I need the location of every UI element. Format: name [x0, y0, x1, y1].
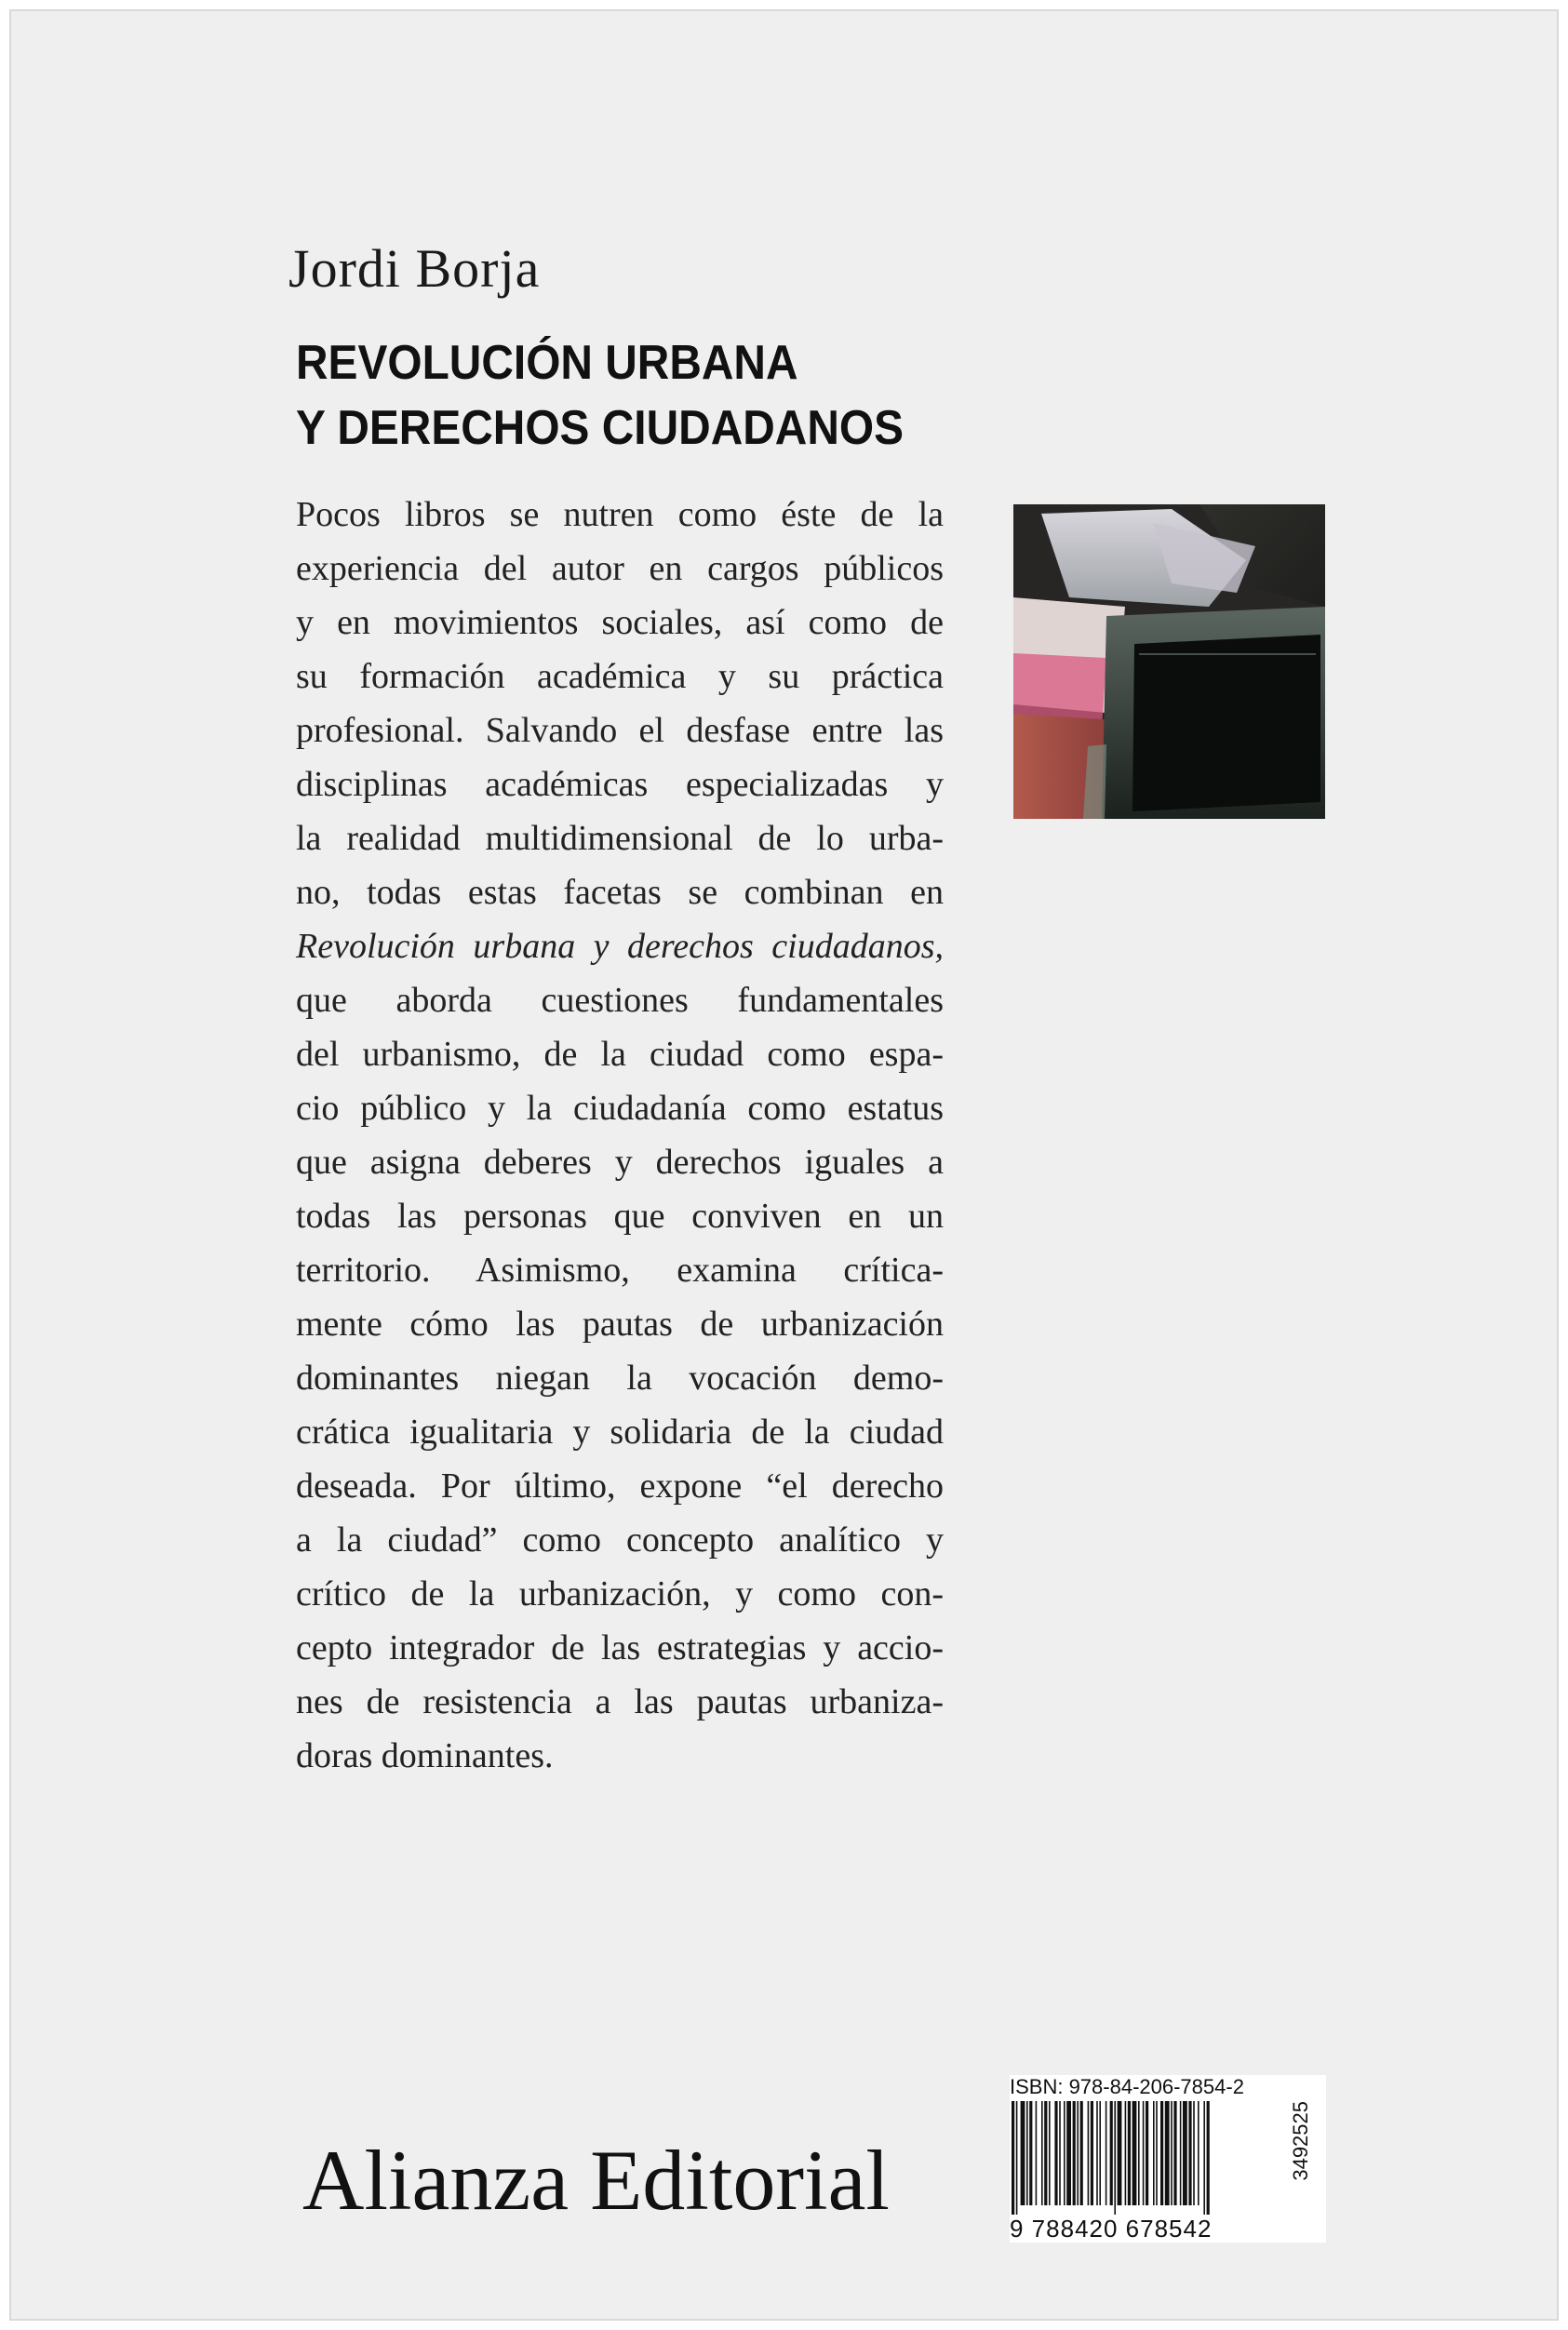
- title-line-1: REVOLUCIÓN URBANA: [296, 336, 798, 390]
- barcode-addon-code: 3492525: [1289, 2101, 1312, 2181]
- blurb-line: crítico de la urbanización, y como con-: [296, 1574, 944, 1614]
- isbn-barcode: [1010, 2075, 1326, 2243]
- blurb-line: nes de resistencia a las pautas urbaniza-: [296, 1682, 944, 1721]
- barcode-bars: [1010, 2101, 1284, 2215]
- blurb-line: a la ciudad” como concepto analítico y: [296, 1520, 944, 1560]
- barcode-digits: 9 788420 678542: [1010, 2215, 1213, 2243]
- blurb-line: su formación académica y su práctica: [296, 657, 944, 696]
- blurb-line: todas las personas que conviven en un: [296, 1197, 944, 1236]
- blurb-line: deseada. Por último, expone “el derecho: [296, 1466, 944, 1506]
- blurb-line: disciplinas académicas especializadas y: [296, 765, 944, 804]
- blurb-line: del urbanismo, de la ciudad como espa-: [296, 1035, 944, 1074]
- blurb-line: crática igualitaria y solidaria de la ciudad: [296, 1413, 944, 1452]
- blurb-line: cio público y la ciudadanía como estatus: [296, 1089, 944, 1128]
- blurb-line: mente cómo las pautas de urbanización: [296, 1305, 944, 1344]
- title-line-2: Y DERECHOS CIUDADANOS: [296, 401, 905, 455]
- blurb-line: doras dominantes.: [296, 1736, 554, 1775]
- blurb-line: cepto integrador de las estrategias y accio-: [296, 1628, 944, 1667]
- blurb-line: profesional. Salvando el desfase entre las: [296, 711, 944, 750]
- blurb-line: y en movimientos sociales, así como de: [296, 603, 944, 642]
- blurb-line-italic-title: Revolución urbana y derechos ciudadanos,: [296, 927, 944, 966]
- book-title: [296, 330, 904, 461]
- blurb-line: Pocos libros se nutren como éste de la: [296, 495, 944, 534]
- isbn-label: ISBN: 978-84-206-7854-2: [1010, 2075, 1244, 2098]
- publisher-name: Alianza Editorial: [302, 2133, 890, 2228]
- blurb-line: territorio. Asimismo, examina crítica-: [296, 1251, 944, 1290]
- cover-photo-image: [1013, 504, 1325, 819]
- cover-photo-thumbnail: [1013, 504, 1325, 819]
- blurb-line: dominantes niegan la vocación demo-: [296, 1359, 944, 1398]
- blurb-text: [296, 488, 944, 1783]
- blurb-line: la realidad multidimensional de lo urba-: [296, 819, 944, 858]
- author-name: Jordi Borja: [288, 238, 541, 299]
- blurb-line: que aborda cuestiones fundamentales: [296, 981, 944, 1020]
- blurb-line: no, todas estas facetas se combinan en: [296, 873, 944, 912]
- blurb-line: experiencia del autor en cargos públicos: [296, 549, 944, 588]
- blurb-line: que asigna deberes y derechos iguales a: [296, 1143, 944, 1182]
